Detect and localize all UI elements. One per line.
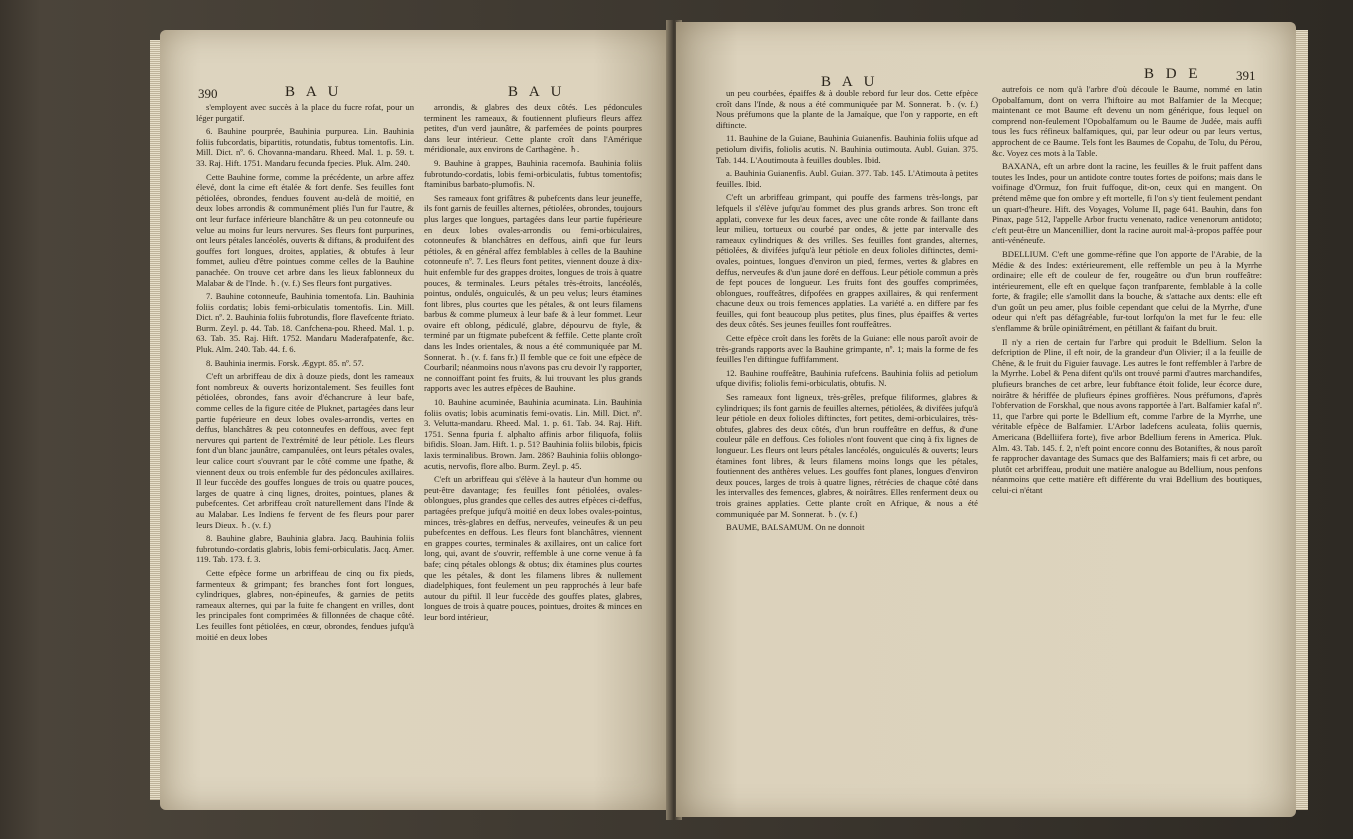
paragraph: Cette efpèce croît dans les forêts de la Guiane: elle nous paroît avoir de très-grands rapports avec la Bauhine grimpante, nº. 1; mais la forme de fes feuilles l'en diftingue fuffifamment. xyxy=(716,333,978,365)
paragraph: arrondis, & glabres des deux côtés. Les pédoncules terminent les rameaux, & foutiennent plufieurs fleurs affez petites, d'un verd jaunâtre, & parfemées de points pourpres dans leur intérieur. Cette plante croît dans l'Amérique méridionale, aux environs de Carthagène. ♄. xyxy=(424,102,642,155)
paragraph: 11. Bauhine de la Guiane, Bauhinia Guianenfis. Bauhinia foliis ufque ad petiolum divifis, foliolis acutis. N. Bauhinia outimouta. Aubl. Guian. 375. Tab. 144. L'Aoutimouta à feuilles doubles. Ibid. xyxy=(716,133,978,165)
paragraph: BAUME, BALSAMUM. On ne donnoit xyxy=(726,522,865,533)
paragraph: 9. Bauhine à grappes, Bauhinia racemofa. Bauhinia foliis fubrotundo-cordatis, lobis femi-orbiculatis, fubtus tomentofis; ftaminibus barbato-plumofis. N. xyxy=(424,157,642,190)
paragraph: C'eft un arbriffeau qui s'élève à la hauteur d'un homme ou peut-être davantage; fes feuilles font pétiolées, ovales-oblongues, plus grandes que celles des autres efpèces ci-deffus, partagées prefque jufqu'à moitié en deux lobes ovales-pointus, minces, très-glabres en deffus, nerveufes, veineufes & un peu pubefcentes en deffous. Les fleurs font blanchâtres, viennent en grappes courtes, terminales & axillaires, ont un calice fort long, qui, avant de s'ouvrir, reffemble à une corne venue à fa bafe; cinq pétales oblongs & obtus; dix étamines plus courtes que les pétales, & dont les filamens libres & nullement diadelphiques, font feulement un peu rapprochés à leur bafe autour du piftil. Il leur fuccède des gouffes plates, glabres, longues de trois à quatre pouces, pointues, droites & minces en leur bord intérieur, xyxy=(424,474,642,622)
paragraph: Cette Bauhine forme, comme la précédente, un arbre affez élevé, dont la cime eft étalée & fort denfe. Ses feuilles font pétiolées, obrondes, fendues fouvent au-delà de moitié, en deux lobes arrondis & communément pliés l'un fur l'autre, & ont leur furface inférieure blanchâtre & un peu cotonneufe ou velue au moins fur leurs nervures. Ses fleurs font purpurines, ont leurs pétales lancéolés, ouverts & diftans, & produifent des gouffes fort longues, droites, applaties, & obtufes à leur fommet, aulieu d'être pointues comme celles de la Bauhine panachée. On trouve cet arbre dans les lieux fablonneux du Malabar & de l'Inde. ♄. (v. f.) Ses fleurs font purgatives. xyxy=(196,171,414,288)
right-column-1 xyxy=(716,88,978,798)
right-page-header-right: B D E xyxy=(1144,66,1202,82)
right-page-edge xyxy=(1294,30,1308,810)
paragraph: 12. Bauhine rouffeâtre, Bauhinia rufefcens. Bauhinia foliis ad petiolum ufque divifis; foliolis femi-orbiculatis, obtufis. N. xyxy=(716,367,978,389)
right-page-number: 391 xyxy=(1236,68,1256,83)
paragraph: 8. Bauhine glabre, Bauhinia glabra. Jacq. Bauhinia foliis fubrotundo-cordatis glabris, lobis femi-orbiculatis. Jacq. Amer. 119. Tab. 173. f. 3. xyxy=(196,533,414,565)
paragraph: Ses rameaux font ligneux, très-grêles, prefque filiformes, glabres & cylindriques; ils font garnis de feuilles alternes, pétiolées, & divifées jufqu'à leur pétiole en deux folioles diftinctes, fort petites, demi-orbiculaires, très-obtufes, glabres des deux côtés, d'un brun rouffeâtre en deffus, & d'une couleur pâle en deffous. Ces folioles n'ont fouvent que cinq à fix lignes de longueur. Les fleurs ont leurs pétales lancéolés, onguiculés & ouverts; leurs étamines font libres, & leurs filamens moins longs que les pétales, foutiennent des anthères velues. Les gouffes font planes, longues d'environ deux pouces, larges de trois à quatre lignes, rétrécies de chaque côté dans les intervalles des femences, glabres, & noirâtres. Elles renferment deux ou trois graines applaties. Cette plante croît en Afrique, & nous a été communiquée par M. Sonnerat. ♄. (v. f.) xyxy=(716,392,978,519)
right-page-header-left: B A U xyxy=(821,74,879,90)
paragraph: Il n'y a rien de certain fur l'arbre qui produit le Bdellium. Selon la defcription de Pline, il eft noir, de la grandeur d'un Olivier; il a la feuille de Chêne, & le fruit du Figuier fauvage. Les autres le font reffembler à l'arbre de la Myrrhe. Lobel & Pena difent qu'ils ont trouvé parmi d'autres marchandifes, plufieurs branches de cet arbre, leur fubftance étoit folide, leur écorce dure, noirâtre & hériffée de plufieurs épines groffières. Nous préfumons, d'après l'obfervation de Forskhal, que nous avons rapportée à l'art. Balfamier kafal nº. 11, que l'arbre qui porte le Bdellium eft, comme l'arbre de la Myrrhe, une véritable efpèce de Balfamier. L'Arbor ladefcens aculeata, foliis quernis, Americana (Bdelliifera forte), five arbor Bdellium ferens in America. Pluk. Alm. 43. Tab. 145. f. 2, n'eft point encore connu des Botaniftes, & nous paroît fe rapprocher davantage des Sumacs que des Balfamiers; mais fi cet arbre, ou plutôt cet arbriffeau, produit une matière analogue au Bdellium, nous penfons néanmoins que cette matière eft différente du vrai Bdellium des boutiques, celui-ci n'étant xyxy=(992,336,1262,495)
right-column-2 xyxy=(992,84,1262,799)
paragraph: un peu courbées, épaiffes & à double rebord fur leur dos. Cette efpèce croît dans l'Inde, & nous a été communiquée par M. Sonnerat. ♄. (v. f.) Nous préfumons que la plante de la Jamaïque, que l'on y rapporte, en eft diftincte. xyxy=(716,88,978,130)
left-page xyxy=(160,30,670,810)
paragraph: s'employent avec succès à la place du fucre rofat, pour un léger purgatif. xyxy=(196,102,414,123)
paragraph: 8. Bauhinia inermis. Forsk. Ægypt. 85. nº. 57. xyxy=(206,357,364,368)
left-page-number: 390 xyxy=(198,86,218,101)
left-page-header-2: B A U xyxy=(508,84,566,100)
paragraph: C'eft un arbriffeau de dix à douze pieds, dont les rameaux font nombreux & ouverts horizontalement. Ses feuilles font pétiolées, obrondes, fans avoir d'échancrure à leur bafe, comme celles de la figure citée de Pluknet, partagées dans leur partie fupérieure en deux lobes ovales-arrondis, vertes en deffus, blanchâtres & peu cotonneufes en deffous, avec fept nervures qui partent de l'extrémité de leur pétiole. Les fleurs font d'un blanc jaunâtre, campanulées, ont leurs pétales ovales, leur calice court s'ouvrant par le côté comme une fpathe, & viennent deux ou trois enfemble fur des pédoncules axillaires. Il leur fuccède des gouffes longues de trois ou quatre pouces, larges de quatre à cinq lignes, droites, pointues, planes & pubefcentes. Cet arbriffeau croît naturellement dans l'Inde & au Malabar. Les Indiens fe fervent de fes fleurs pour parer leurs Dieux. ♄. (v. f.) xyxy=(196,371,414,530)
right-page xyxy=(676,22,1296,817)
paragraph: 10. Bauhine acuminée, Bauhinia acuminata. Lin. Bauhinia foliis ovatis; lobis acuminatis femi-ovatis. Lin. Mill. Dict. nº. 3. Velutta-mandaru. Rheed. Mal. 1. p. 61. Tab. 34. Raj. Hift. 1751. Senna fpuria f. alphalto affinis arbor filiquofa, foliis bifidis. Sloan. Jam. Hift. 1. p. 51? Bauhinia foliis bilobis, fpicis laxis terminalibus. Brown. Jam. 286? Bauhinia foliis oblongo-acutis, nervofis, flore albo. Burm. Zeyl. p. 45. xyxy=(424,397,642,471)
paragraph: BDELLIUM. C'eft une gomme-réfine que l'on apporte de l'Arabie, de la Médie & des Indes: extérieurement, elle reffemble un peu à la Myrrhe ordinaire; elle eft de couleur de fer, rougeâtre ou d'un brun rouffeâtre: intérieurement, elle eft en quelque façon tranfparente, femblable à la colle forte, & fragile; elle s'amollit dans la bouche, & s'attache aux dents: elle eft d'un goût un peu amer, plus foible cependant que celui de la Myrrhe, d'une odeur qui n'eft pas défagréable, fur-tout lorfqu'on la met fur le feu: elle s'enflamme & brûle opiniâtrément, en pétillant & faifant du bruit. xyxy=(992,248,1262,334)
paragraph: 6. Bauhine pourprée, Bauhinia purpurea. Lin. Bauhinia foliis fubcordatis, bipartitis, rotundatis, fubtus tomentofis. Lin. Mill. Dict. nº. 6. Chovanna-mandaru. Rheed. Mal. 1. p. 59. t. 33. Raj. Hift. 1751. Mandaru fecunda fpecies. Pluk. Alm. 240. xyxy=(196,126,414,168)
paragraph: 7. Bauhine cotonneufe, Bauhinia tomentofa. Lin. Bauhinia foliis cordatis; lobis femi-orbiculatis tomentofis. Lin. Mill. Dict. nº. 2. Bauhinia foliis fubrotundis, flore flavefcente ftriato. Burm. Zeyl. p. 44. Tab. 18. Canfchena-pou. Rheed. Mal. 1. p. 63. Tab. 35. Raj. Hift. 1752. Mandaru Maderafpatenfe, &c. Pluk. Alm. 240. Tab. 44. f. 6. xyxy=(196,291,414,355)
paragraph: Cette efpèce forme un arbriffeau de cinq ou fix pieds, farmenteux & grimpant; fes branches font fort longues, cylindriques, glabres, non-épineufes, & garnies de petits rameaux alternes, qui par la fuite fe changent en vrilles, dont les principales font comprimées & fillonnées de chaque côté. Les feuilles font pétiolées, en cœur, obrondes, fendues jufqu'à moitié en deux lobes xyxy=(196,567,414,642)
paragraph: BAXANA, eft un arbre dont la racine, les feuilles & le fruit paffent dans toutes les Indes, pour un antidote contre toutes fortes de poifons; mais dans le voifinage d'Ormuz, fon fruit fuffoque, dit-on, ceux qui en mangent. On prétend même que fon ombre y eft mortelle, fi l'on s'y tient feulement pendant un quart-d'heure. Hift. des Voyages, Volume II, page 641. Bauhin, dans fon Pinax, page 512, l'appelle Arbor fructu venenato, radice venenorum antidoto; c'eft peut-être un Mancenillier, dont la racine auroit mal-à-propos paffée pour anti-vénéneufe. xyxy=(992,161,1262,246)
paragraph: C'eft un arbriffeau grimpant, qui pouffe des farmens très-longs, par lefquels il s'élève jufqu'au fommet des plus grands arbres. Son tronc eft applati, convexe fur les deux faces, avec une côte ronde & faillante dans leur milieu, tortueux ou courbé par ondes, & jette par intervalle des rameaux cylindriques & des vrilles. Ses feuilles font grandes, alternes, pétiolées, & divifées jufqu'à leur pétiole en deux folioles diftinctes, demi-ovales, pointues, longues d'environ un pied, fermes, vertes & glabres en deffus, nerveufes & d'un jaune doré en deffous. Leur pétiole commun a près de fept pouces de longueur. Les fruits font des gouffes comprimées, oblongues, rouffeâtres, difpofées en grappes axillaires, & qui renferment chacune deux ou trois femences applaties. La variété a. en differe par fes feuilles, qui font beaucoup plus petites, plus fines, plus épaiffes & vertes des deux côtés. Ses jeunes feuilles font rouffeâtres. xyxy=(716,192,978,330)
paragraph: a. Bauhinia Guianenfis. Aubl. Guian. 377. Tab. 145. L'Atimouta à petites feuilles. Ibid. xyxy=(716,168,978,189)
left-column-1 xyxy=(196,102,414,802)
paragraph: autrefois ce nom qu'à l'arbre d'où découle le Baume, nommé en latin Opobalfamum, dont on verra l'hiftoire au mot Balfamier de la Mecque; maintenant ce mot Baume eft devenu un nom générique, fous lequel on comprend non-feulement l'Opobalfamum ou le Baume de Judée, mais auffi tous les fucs réfineux balfamiques, qui, par leur odeur ou par leurs vertus, approchent de ce Baume. Tels font les Baumes de Copahu, de Tolu, du Pérou, &c. Voyez ces mots à la Table. xyxy=(992,84,1262,158)
paragraph: Ses rameaux font grifâtres & pubefcents dans leur jeuneffe, ils font garnis de feuilles alternes, pétiolées, obrondes, toujours plus larges que longues, partagées dans leur partie fupérieure en deux lobes ovales-arrondis ou femi-orbiculaires, cotonneufes & blanchâtres en deffous, ainfi que fur leurs pétioles, & en général affez femblables à celles de la Bauhine cotonneufe nº. 7. Les fleurs font petites, viennent douze à dix-huit enfemble fur des grappes droites, longues de trois à quatre pouces, & terminales. Leurs pétales très-étroits, lancéolés, pointus, ondulés, onguiculés, & un peu velus; leurs étamines font libres, plus courtes que les pétales, & ont leurs filamens barbus & comme plumeux à leur bafe & à leur fommet. Leur ovaire eft oblong, pédiculé, glabre, dépourvu de ftyle, & terminé par un ftigmate pubefcent & feffile. Cette plante croît dans les Indes orientales, & nous a été communiquée par M. Sonnerat. ♄. (v. f. fans fr.) Il femble que ce foit une efpèce de Courbaril; néanmoins nous n'avons pas cru devoir l'y rapporter, ne connoiffant point fes fruits, & lui trouvant les plus grands rapports avec les autres efpèces de Bauhine. xyxy=(424,192,642,394)
left-column-2 xyxy=(424,102,642,802)
left-page-header: B A U xyxy=(285,84,343,100)
